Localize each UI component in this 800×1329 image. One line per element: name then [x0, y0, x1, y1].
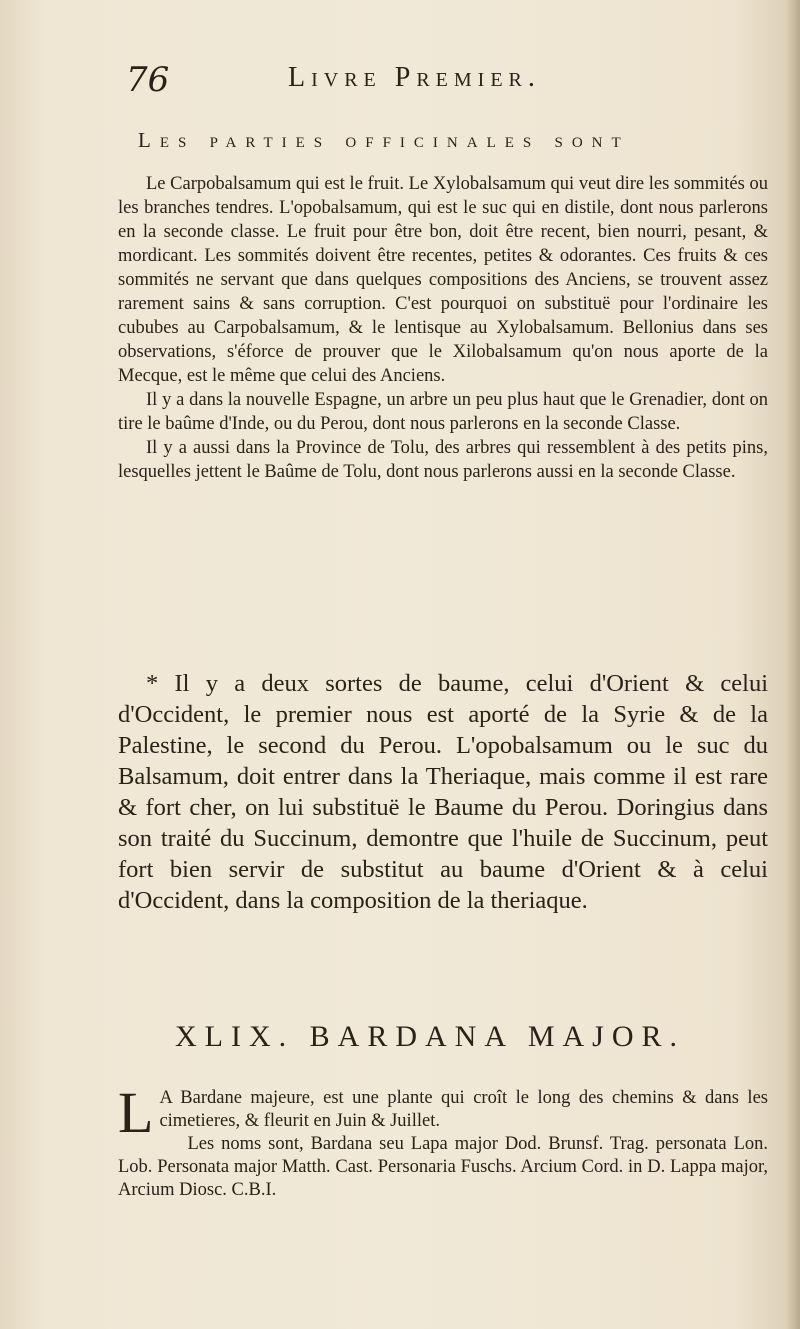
drop-cap: L: [118, 1080, 154, 1145]
section-heading: Les parties officinales sont: [138, 128, 630, 152]
page-number: 76: [126, 60, 170, 100]
entry-names: Les noms sont, Bardana seu Lapa major Dod. Brunsf. Trag. personata Lon. Lob. Personata major Matth. Cast. Personaria Fuschs. Arcium Cord. in D. Lappa major, Arcium Diosc. C.B.I.: [118, 1134, 768, 1200]
paragraph: Il y a dans la nouvelle Espagne, un arbre un peu plus haut que le Grenadier, dont on tire le baûme d'Inde, ou du Perou, dont nous parlerons en la seconde Classe.: [118, 390, 768, 434]
entry-description: A Bardane majeure, est une plante qui croît le long des chemins & dans les cimetieres, & fleurit en Juin & Juillet.: [159, 1088, 768, 1131]
note-paragraph: * Il y a deux sortes de baume, celui d'Orient & celui d'Occident, le premier nous est aporté de la Syrie & de la Palestine, le second du Perou. L'opobalsamum ou le suc du Balsamum, doit entrer dans la Theriaque, mais comme il est rare & fort cher, on lui substituë le Baume du Perou. Doringius dans son traité du Succinum, demontre que l'huile de Succinum, peut fort bien servir de substitut au baume d'Orient & à celui d'Occident, dans la composition de la theriaque.: [118, 670, 768, 914]
balm-note: [118, 668, 768, 916]
entry-title: XLIX. BARDANA MAJOR.: [175, 1020, 686, 1053]
paragraph: Le Carpobalsamum qui est le fruit. Le Xylobalsamum qui veut dire les sommités ou les branches tendres. L'opobalsamum, qui est le suc qui en distile, dont nous parlerons en la seconde classe. Le fruit pour être bon, doit être recent, bien nourri, pesant, & mordicant. Les sommités doivent être recentes, petites & odorantes. Ces fruits & ces sommités ne servant que dans quelques compositions des Anciens, se trouvent assez rarement sains & sans corruption. C'est pourquoi on substituë pour l'ordinaire les cububes au Carpobalsamum, & le lentisque au Xylobalsamum. Bellonius dans ses observations, s'éforce de prouver que le Xilobalsamum qu'on nous aporte de la Mecque, est le même que celui des Anciens.: [118, 174, 768, 386]
running-head: Livre Premier.: [288, 62, 541, 93]
officinal-parts-text: [118, 172, 768, 484]
paragraph: Il y a aussi dans la Province de Tolu, des arbres qui ressemblent à des petits pins, lesquelles jettent le Baûme de Tolu, dont nous parlerons aussi en la seconde Classe.: [118, 438, 768, 482]
page-edge-shadow: [786, 0, 800, 1329]
bardana-entry: [118, 1080, 768, 1202]
page-header: [118, 60, 748, 106]
